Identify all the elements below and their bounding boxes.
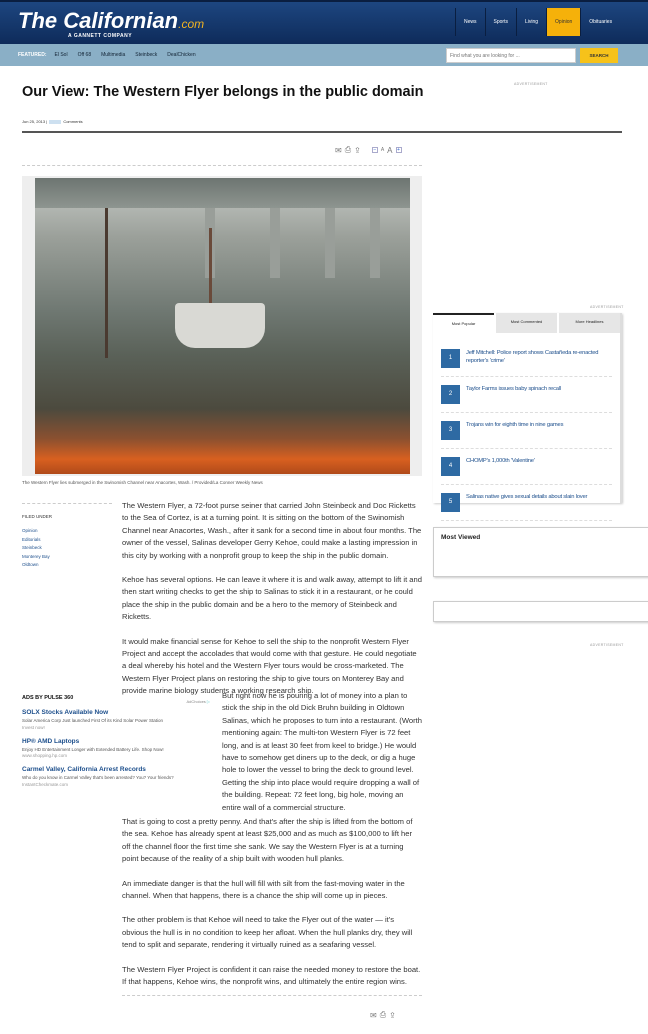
most-viewed-title: Most Viewed: [441, 534, 481, 541]
paragraph: But right now he is pouring a lot of money into a plan to stick the ship in the old Dick Bruhn building in Oldtown Salinas, which he proposes to turn into a restaurant. (Worth mentioning again: The multi-ton Western Flyer is 72 feet long, and is at least 30 feet from keel to bridge.) He would have to somehow get diners up to the deck, or dig a huge hole to lower the vessel to bring the deck to ground level. Getting the ship into place would require dropping a wall of the building. Repeat: 72 feet long, big hole, moving an entire wall of a commercial structure.: [222, 691, 422, 812]
divider: [22, 165, 422, 166]
featured-link[interactable]: Multimedia: [101, 52, 126, 58]
ad-item[interactable]: [22, 766, 212, 787]
filed-under-link[interactable]: Oldtown: [22, 562, 39, 567]
headline-link[interactable]: Salinas native gives sexual details about slain lover: [466, 494, 588, 500]
rank-badge: 3: [441, 421, 460, 440]
nav-living[interactable]: Living: [516, 8, 546, 36]
ad-label: ADVERTISEMENT: [514, 82, 548, 86]
print-icon[interactable]: ⎙: [344, 145, 352, 154]
share-icon[interactable]: ⇪: [354, 145, 361, 155]
ad-description: Who do you know in Carmel Valley that's been arrested? You? Your friends?: [22, 775, 174, 780]
featured-link[interactable]: Steinbeck: [135, 52, 158, 58]
ads-title: ADS BY PULSE 360: [22, 695, 74, 701]
filed-under-link[interactable]: Opinion: [22, 528, 38, 533]
headline-link[interactable]: Trojans win for eighth time in nine games: [466, 422, 564, 428]
sidebar-box: [433, 601, 648, 622]
ad-description: Solar America Corp Just launched First Of its Kind Solar Power Station: [22, 718, 164, 723]
font-small[interactable]: A: [380, 147, 385, 153]
nav-sports[interactable]: Sports: [485, 8, 516, 36]
tab-more-headlines[interactable]: More Headlines: [559, 313, 620, 333]
filed-under: [22, 503, 112, 570]
list-item[interactable]: [441, 449, 612, 485]
rank-badge: 1: [441, 349, 460, 368]
headline-link[interactable]: Jeff Mitchell: Police report shows Castañeda re-enacted reporter's 'crime': [466, 350, 599, 364]
rank-badge: 4: [441, 457, 460, 476]
share-icon[interactable]: ⇪: [389, 1010, 396, 1020]
ad-title[interactable]: SOLX Stocks Available Now: [22, 709, 109, 716]
western-flyer-image: [35, 178, 410, 474]
font-increase-button[interactable]: +: [397, 147, 400, 153]
tab-most-commented[interactable]: Most Commented: [496, 313, 557, 333]
date: Jun 25, 2013: [22, 119, 46, 124]
separator: |: [46, 119, 48, 124]
list-item[interactable]: [441, 485, 612, 521]
tab-most-popular[interactable]: Most Popular: [433, 313, 494, 333]
list-item[interactable]: [441, 341, 612, 377]
adchoices-link[interactable]: AdChoices ▷: [186, 699, 210, 704]
sponsored-ads: [22, 695, 212, 787]
comment-count[interactable]: [49, 120, 61, 124]
article-body-top: [122, 500, 422, 710]
divider: [22, 131, 622, 133]
featured-link[interactable]: El Sol: [54, 52, 68, 58]
font-large[interactable]: A: [387, 145, 393, 155]
print-icon[interactable]: ⎙: [379, 1010, 387, 1019]
headline-link[interactable]: Taylor Farms issues baby spinach recall: [466, 386, 561, 392]
rank-badge: 2: [441, 385, 460, 404]
paragraph: It would make financial sense for Kehoe to sell the ship to the nonprofit Western Flyer Project and accept the accolades that would come with that gesture. He could negotiate a deal whereby his hotel and the Western Flyer tours would be cross-marketed. The Western Flyer Project plans on restoring the ship to give tours on Monterey Bay and provide marine biology students a working research ship.: [122, 636, 417, 696]
ad-url[interactable]: www.shopping.hp.com: [22, 753, 68, 758]
ad-label: ADVERTISEMENT: [590, 305, 624, 309]
nav-opinion[interactable]: Opinion: [546, 8, 580, 36]
ad-title[interactable]: HP® AMD Laptops: [22, 737, 80, 745]
paragraph: The Western Flyer Project is confident it can raise the needed money to restore the boat. If that happens, Kehoe wins, the nonprofit wins, and ultimately the entire region wins.: [122, 964, 421, 987]
ad-label: ADVERTISEMENT: [590, 643, 624, 647]
ad-title[interactable]: Carmel Valley, California Arrest Records: [22, 766, 146, 773]
filed-under-link[interactable]: Steinbeck: [22, 545, 42, 550]
paragraph: That is going to cost a pretty penny. And that's after the ship is lifted from the bottom of the sea. Kehoe has already spent at least $25,000 and as much as $100,000 to lift her off the channel floor the first time she sank. We say the Western Flyer is at a turning point because of the reality of a ship built with wooden hull planks.: [122, 817, 413, 864]
comments-link[interactable]: Comments: [63, 119, 83, 124]
filed-under-link[interactable]: Editorials: [22, 536, 41, 542]
article-toolbar-bottom: [370, 1010, 396, 1020]
most-viewed-box: [433, 527, 648, 577]
headline-link[interactable]: CHOMP's 1,000th 'Valentine': [466, 458, 535, 464]
article-toolbar: [335, 145, 402, 155]
search-button[interactable]: SEARCH: [580, 48, 618, 63]
adchoices-icon: ▷: [206, 699, 210, 704]
paragraph: The other problem is that Kehoe will need to take the Flyer out of the water — it's obvious the hull is in no condition to keep her afloat. When the hull planks dry, they will tend to split and separate, rendering it virtually ruined as a seafaring vessel.: [122, 915, 413, 950]
email-icon[interactable]: ✉: [335, 145, 342, 155]
font-decrease-button[interactable]: −: [373, 147, 377, 153]
tagline: A GANNETT COMPANY: [68, 33, 133, 39]
paragraph: An immediate danger is that the hull will fill with silt from the fast-moving water in the channel. When that happens, there is a chance the ship will come up in pieces.: [122, 878, 405, 901]
rank-badge: 5: [441, 493, 460, 512]
featured-link[interactable]: DealChicken: [167, 52, 196, 58]
article-body-bottom: [122, 816, 422, 1000]
article-photo[interactable]: [22, 176, 422, 476]
filed-under-label: FILED UNDER: [22, 514, 53, 519]
search-input[interactable]: [446, 48, 576, 63]
main-nav: [455, 8, 620, 36]
list-item[interactable]: [441, 377, 612, 413]
ad-item[interactable]: [22, 709, 212, 730]
article-meta: [22, 119, 83, 124]
popular-widget: [433, 313, 622, 503]
featured-label: FEATURED:: [18, 52, 47, 58]
divider: [122, 995, 422, 996]
nav-news[interactable]: News: [455, 8, 485, 36]
paragraph: The Western Flyer, a 72-foot purse seiner that carried John Steinbeck and Doc Ricketts to the Sea of Cortez, is at a turning point. It is sitting on the bottom of the Swinomish Channel near Anacortes, Wash., after it sank for a second time in about four months. The owner of the vessel, Salinas developer Gerry Kehoe, could make a lasting impression in this city by working with a nonprofit group to keep the ship in the public domain.: [122, 501, 422, 560]
photo-caption: The Western Flyer lies submerged in the Swinomish Channel near Anacortes, Wash. / Provided/La Conner Weekly News: [22, 480, 263, 485]
nav-obituaries[interactable]: Obituaries: [580, 8, 620, 36]
list-item[interactable]: [441, 413, 612, 449]
article-body-mid: [222, 690, 422, 826]
ad-description: Enjoy HD Entertainment Longer with Extended Battery Life. Shop Now!: [22, 746, 164, 752]
page-title: Our View: The Western Flyer belongs in the public domain: [22, 84, 424, 100]
ad-item[interactable]: [22, 738, 212, 759]
featured-link[interactable]: Off 68: [77, 52, 92, 58]
filed-under-link[interactable]: Monterey Bay: [22, 553, 50, 559]
email-icon[interactable]: ✉: [370, 1010, 377, 1020]
ad-url[interactable]: InstantCheckmate.com: [22, 781, 69, 787]
site-logo[interactable]: The Californian.com: [18, 8, 205, 33]
paragraph: Kehoe has several options. He can leave it where it is and walk away, attempt to lift it and then start writing checks to get the ship to Salinas to stick it in a restaurant, or he could place the ship in the public domain and be a hero to the memory of Steinbeck and Ricketts.: [122, 575, 422, 622]
ad-url[interactable]: Invest now!: [22, 724, 45, 730]
